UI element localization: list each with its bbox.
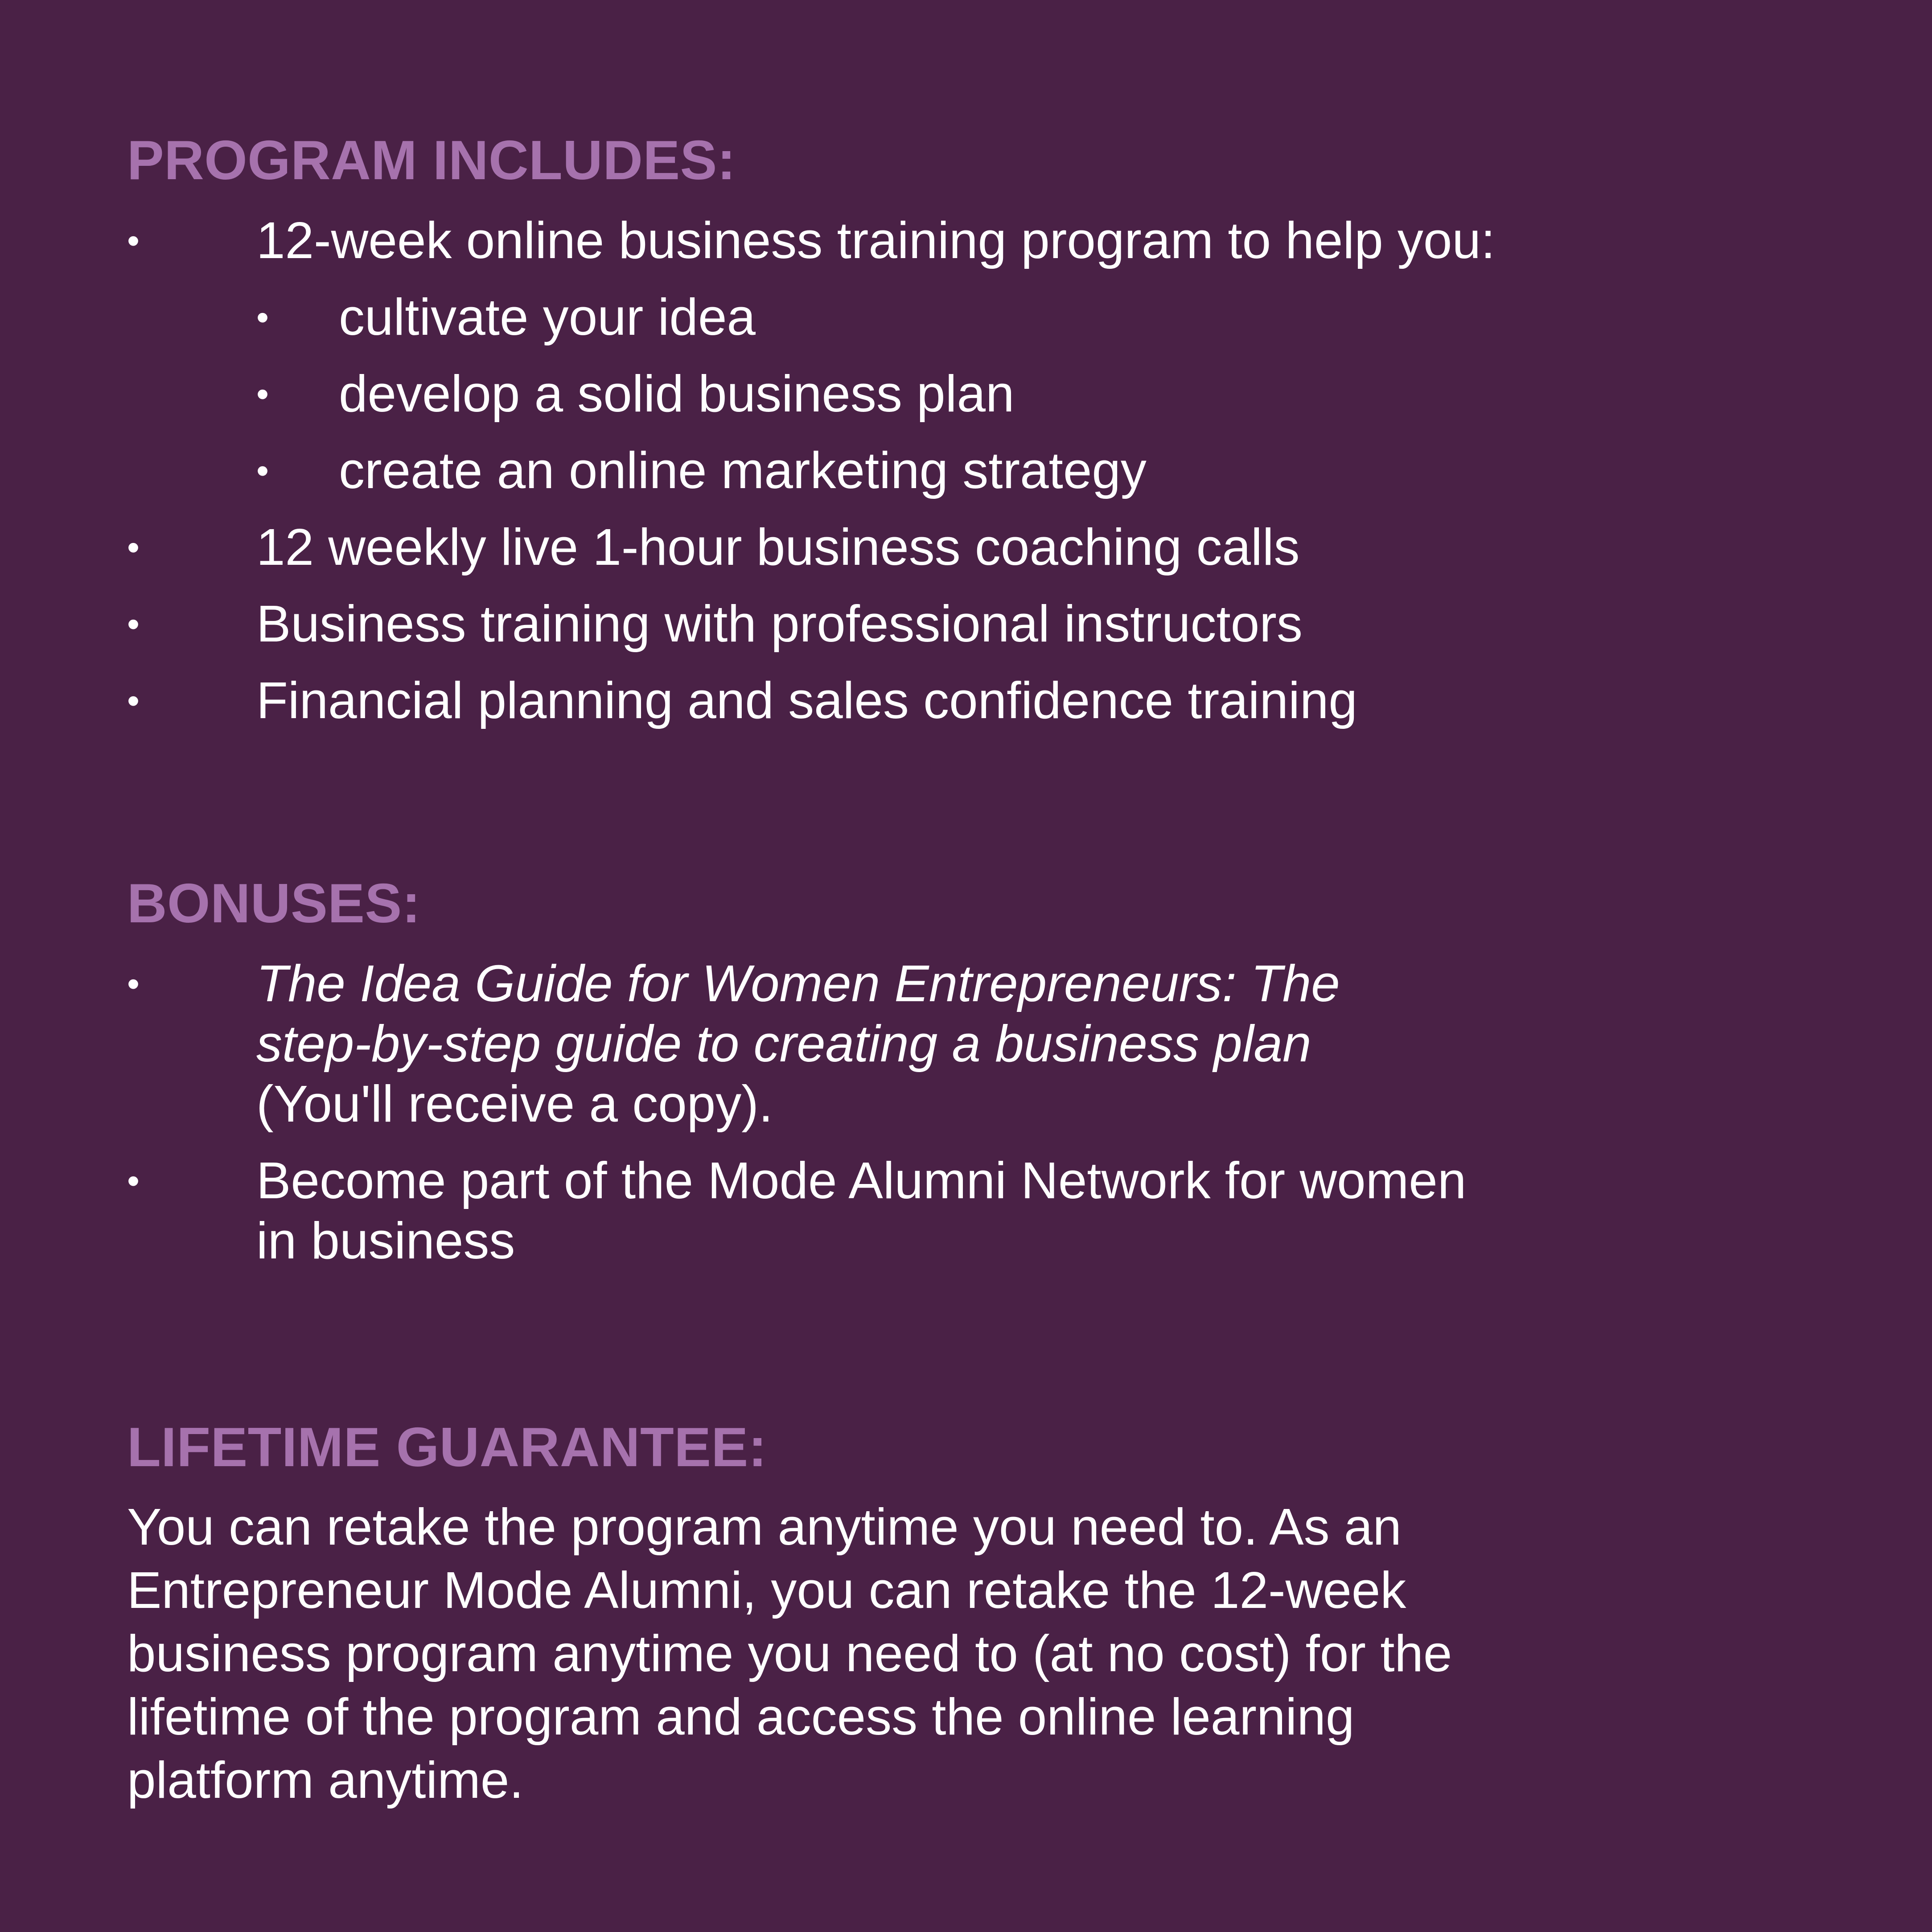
list-item-text: 12 weekly live 1-hour business coaching calls bbox=[256, 518, 1300, 576]
bullet-icon: • bbox=[127, 1161, 140, 1200]
guarantee-heading: LIFETIME GUARANTEE: bbox=[127, 1417, 767, 1478]
program-sublist bbox=[127, 287, 1821, 501]
guarantee-line: Entrepreneur Mode Alumni, you can retake the 12-week bbox=[127, 1561, 1406, 1619]
guarantee-line: lifetime of the program and access the online learning bbox=[127, 1688, 1355, 1746]
guarantee-line: platform anytime. bbox=[127, 1751, 524, 1809]
bullet-icon: • bbox=[256, 374, 269, 414]
sublist-item-text: create an online marketing strategy bbox=[339, 441, 1147, 499]
list-item bbox=[127, 1151, 1821, 1271]
bullet-icon: • bbox=[256, 297, 269, 337]
guarantee-line: You can retake the program anytime you need to. As an bbox=[127, 1498, 1402, 1556]
bonuses-list bbox=[127, 954, 1821, 1271]
bullet-icon: • bbox=[127, 964, 140, 1003]
book-title-line: The Idea Guide for Women Entrepreneurs: The bbox=[256, 954, 1340, 1012]
list-item bbox=[127, 517, 1821, 577]
program-heading: PROGRAM INCLUDES: bbox=[127, 130, 736, 191]
sublist-container bbox=[127, 287, 1821, 501]
guarantee-section bbox=[127, 1417, 1821, 1812]
list-item-text: Business training with professional instructors bbox=[256, 595, 1303, 653]
sublist-item bbox=[127, 440, 1821, 501]
program-section bbox=[127, 130, 1821, 731]
bonuses-section bbox=[127, 873, 1821, 1271]
guarantee-paragraph bbox=[127, 1495, 1821, 1812]
list-item-text: Financial planning and sales confidence training bbox=[256, 671, 1357, 729]
bullet-icon: • bbox=[256, 451, 269, 490]
book-note-line: (You'll receive a copy). bbox=[256, 1075, 773, 1133]
list-item bbox=[127, 670, 1821, 731]
book-subtitle-line: step-by-step guide to creating a business plan bbox=[256, 1015, 1311, 1073]
bullet-icon: • bbox=[127, 527, 140, 567]
program-list bbox=[127, 210, 1821, 731]
bullet-icon: • bbox=[127, 681, 140, 720]
list-item bbox=[127, 210, 1821, 271]
bullet-icon: • bbox=[127, 604, 140, 644]
guarantee-line: business program anytime you need to (at no cost) for the bbox=[127, 1624, 1452, 1682]
list-item-text: 12-week online business training program to help you: bbox=[256, 211, 1496, 269]
bonuses-heading: BONUSES: bbox=[127, 873, 421, 934]
sublist-item bbox=[127, 364, 1821, 424]
sublist-item-text: cultivate your idea bbox=[339, 288, 756, 346]
bullet-icon: • bbox=[127, 221, 140, 260]
sublist-item-text: develop a solid business plan bbox=[339, 365, 1015, 423]
list-item bbox=[127, 954, 1821, 1134]
network-line: Become part of the Mode Alumni Network for women bbox=[256, 1151, 1467, 1209]
sublist-item bbox=[127, 287, 1821, 347]
list-item bbox=[127, 594, 1821, 654]
network-line: in business bbox=[256, 1212, 515, 1270]
